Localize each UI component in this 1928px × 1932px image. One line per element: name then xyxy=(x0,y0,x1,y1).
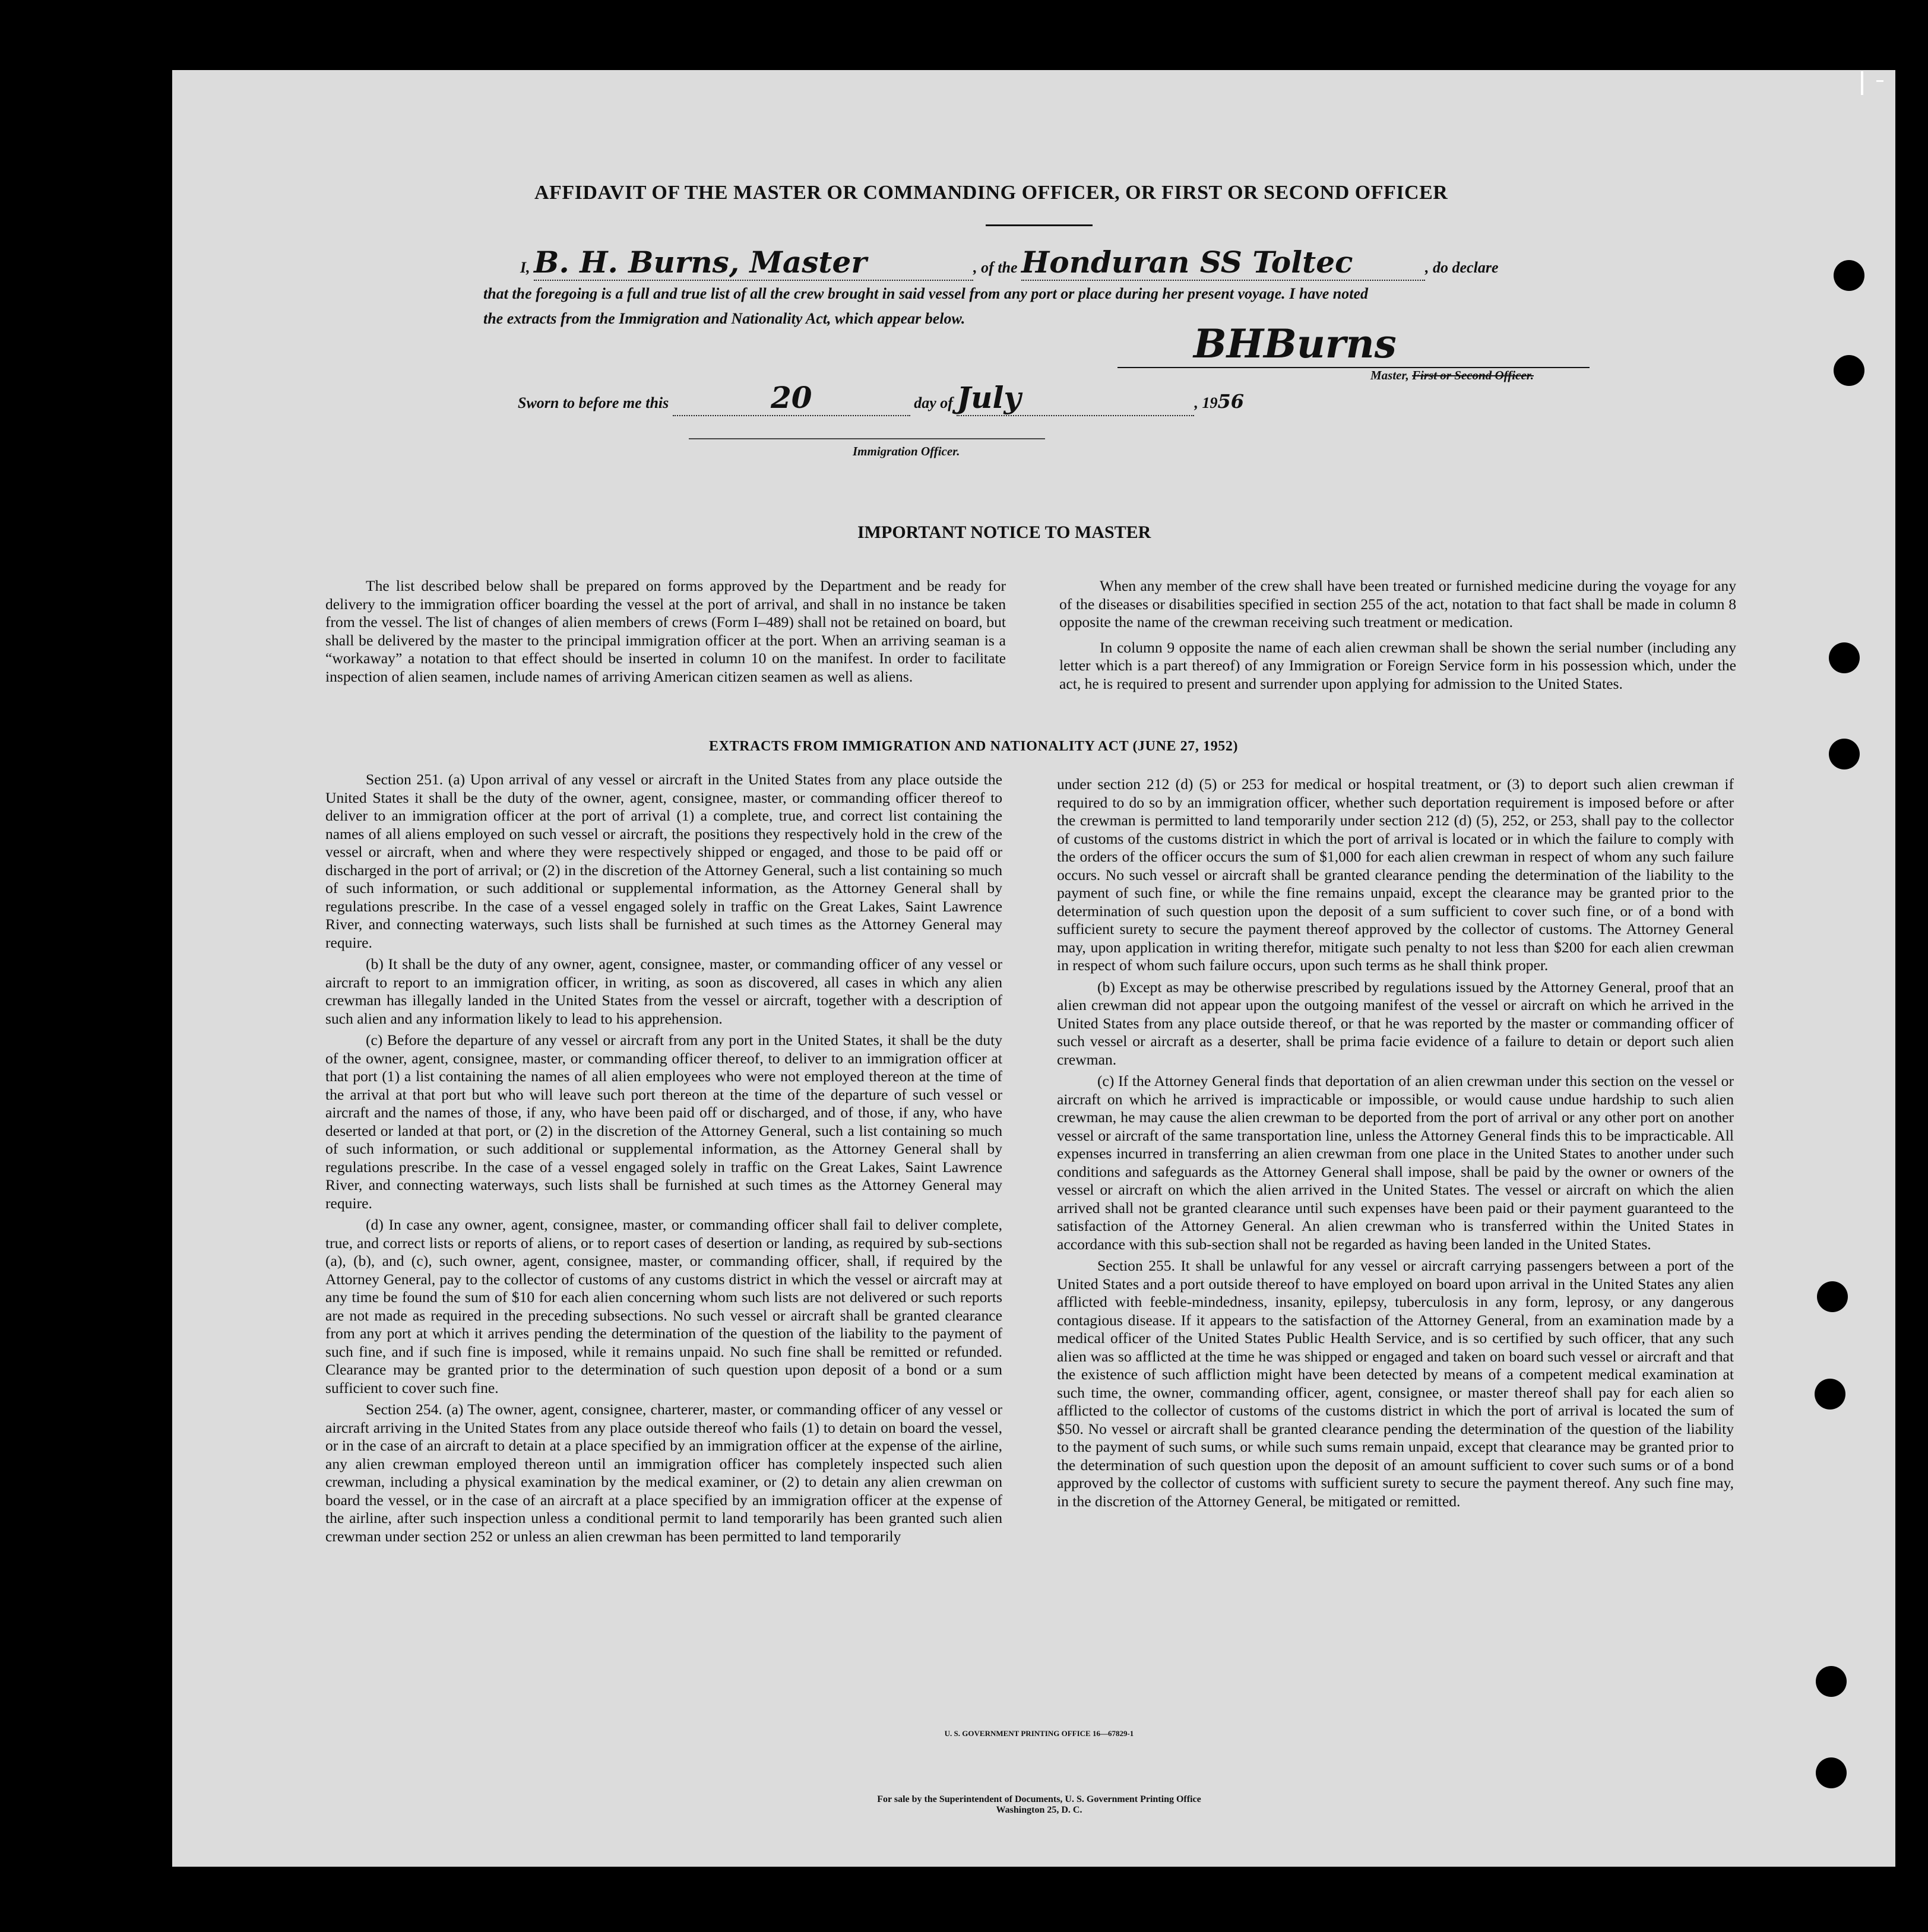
signature-caption: Master, First or Second Officer. xyxy=(1370,368,1534,382)
binder-hole xyxy=(1829,739,1860,769)
sale-notice-line-2: Washington 25, D. C. xyxy=(996,1805,1082,1815)
scan-mark xyxy=(1861,71,1863,95)
scan-mark xyxy=(1876,80,1883,82)
act-paragraph: Section 254. (a) The owner, agent, consignee, charterer, master, or commanding officer of any vessel or aircraft arriving in the United States from any place outside thereof who fails (1) to detain on board the vessel, or in the case of an aircraft to detain at a place specified by an immigration officer at the expense of the airline, any alien crewman employed thereon until an immigration officer has completely inspected such alien crewman, including a physical examination by the medical examiner, or (2) to detain any alien crewman on board the vessel, or in the case of an aircraft at a place specified by an immigration officer at the expense of the airline, after such inspection unless a conditional permit to land temporarily has been granted such alien crewman under section 252 or unless an alien crewman has been permitted to land temporarily xyxy=(325,1401,1002,1545)
extracts-right-column xyxy=(1057,775,1734,1510)
notice-right-column xyxy=(1059,577,1736,693)
act-paragraph: Section 251. (a) Upon arrival of any vessel or aircraft in the United States from any place outside the United States it shall be the duty of the owner, agent, consignee, master, or commanding officer thereof to deliver to an immigration officer at the port of arrival (1) a complete, true, and correct list containing the names of all aliens employed on such vessel or aircraft, the positions they respectively hold in the crew of the vessel or aircraft, when and where they were respectively shipped or engaged, and those to be paid off or discharged in the port of arrival; or (2) in the discretion of the Attorney General, such a list containing so much of such information, or such additional or supplemental information, as the Attorney General shall by regulations prescribe. In the case of a vessel engaged solely in traffic on the Great Lakes, Saint Lawrence River, and connecting waterways, such lists shall be furnished at such times as the Attorney General may require. xyxy=(325,771,1002,951)
notice-paragraph: In column 9 opposite the name of each alien crewman shall be shown the serial number (including any letter which is a part thereof) of any Immigration or Foreign Service form in his possession which, under the act, he is required to present and surrender upon applying for admission to the United States. xyxy=(1059,638,1736,692)
sworn-day-field: 20 xyxy=(673,380,910,416)
binder-hole xyxy=(1816,1666,1847,1697)
affidavit-title: AFFIDAVIT OF THE MASTER OR COMMANDING OFFICER, OR FIRST OR SECOND OFFICER xyxy=(534,182,1448,204)
binder-hole xyxy=(1834,260,1864,291)
struck-officer-title: First or Second Officer. xyxy=(1412,368,1534,382)
sale-notice xyxy=(742,1794,1336,1816)
act-paragraph: (b) It shall be the duty of any owner, agent, consignee, master, or commanding officer of any vessel or aircraft to report to an immigration officer, in writing, as soon as discovered, all cases in which any alien crewman has illegally landed in the United States from the vessel or aircraft, together with a description of such alien and any information likely to lead to his apprehension. xyxy=(325,955,1002,1027)
master-name-field: B. H. Burns, Master xyxy=(534,245,973,281)
officer-caption: Immigration Officer. xyxy=(853,444,960,458)
printing-office-imprint: U. S. GOVERNMENT PRINTING OFFICE 16—67829-1 xyxy=(944,1729,1134,1738)
binder-hole xyxy=(1834,355,1864,386)
declaration-line-2: that the foregoing is a full and true list of all the crew brought in said vessel from any port or place during her present voyage. I have noted xyxy=(483,285,1369,302)
notice-paragraph: When any member of the crew shall have been treated or furnished medicine during the voyage for any of the diseases or disabilities specified in section 255 of the act, notation to that fact shall be made in column 8 opposite the name of the crewman receiving such treatment or medication. xyxy=(1059,577,1736,631)
sworn-month-field: July xyxy=(957,380,1194,416)
act-paragraph: (b) Except as may be otherwise prescribed by regulations issued by the Attorney General, proof that an alien crewman did not appear upon the outgoing manifest of the vessel or aircraft on which he arrived in the United States from any place outside thereof, or that he was reported by the master or commanding officer of such vessel or aircraft as a deserter, shall be prima facie evidence of a failure to detain or deport such alien crewman. xyxy=(1057,978,1734,1068)
binder-hole xyxy=(1829,642,1860,673)
binder-hole xyxy=(1817,1281,1848,1312)
notice-paragraph: The list described below shall be prepared on forms approved by the Department and be ready for delivery to the immigration officer boarding the vessel at the port of arrival, and shall in no instance be taken from the vessel. The list of changes of alien members of crews (Form I–489) shall not be retained on board, but shall be delivered by the master to the principal immigration officer at the port. When an arriving seaman is a “workaway” a notation to that effect should be inserted in column 10 on the manifest. In order to facilitate inspection of alien seamen, include names of arriving American citizen seamen as well as aliens. xyxy=(325,577,1006,685)
title-underline xyxy=(986,224,1093,226)
sworn-line: Sworn to before me this 20 day of July , 1956 xyxy=(518,380,1244,415)
officer-signature-line xyxy=(689,438,1045,439)
act-paragraph: under section 212 (d) (5) or 253 for medical or hospital treatment, or (3) to deport such alien crewman if required to do so by an immigration officer, whether such deportation requirement is imposed before or after the crewman is permitted to land temporarily under section 212 (d) (5), 252, or 253, shall pay to the collector of customs of the customs district in which the port of arrival is located or in which the failure to comply with the orders of the officer occurs the sum of $1,000 for each alien crewman in respect of whom any such failure occurs. No such vessel or aircraft shall be granted clearance pending the determination of the liability to the payment of such fine, or while the fine remains unpaid, except the clearance may be granted prior to the determination of such question upon the deposit of a sum sufficient to cover such fine, or of a bond with sufficient surety to secure the payment thereof approved by the collector of customs. The Attorney General may, upon application in writing therefor, mitigate such penalty to not less than $200 for each alien crewman in respect of whom such failure occurs, upon such terms as he shall think proper. xyxy=(1057,775,1734,974)
binder-hole xyxy=(1815,1379,1845,1410)
act-paragraph: (c) Before the departure of any vessel or aircraft from any port in the United States, it shall be the duty of the owner, agent, consignee, master, or commanding officer thereof, to deliver to an immigration officer at that port (1) a list containing the names of all alien employees who were not employed thereon at the time of the arrival at that port but who will leave such port thereon at the time of the departure of such vessel or aircraft and the names of those, if any, who have been paid off or discharged, and of those, if any, who have deserted or landed at that port, or (2) in the discretion of the Attorney General, such a list containing so much of such information, or such additional or supplemental information, as the Attorney General shall by regulations prescribe. In the case of a vessel engaged solely in traffic on the Great Lakes, Saint Lawrence River, and connecting waterways, such lists shall be furnished at such times as the Attorney General may require. xyxy=(325,1031,1002,1212)
declaration-line-3: the extracts from the Immigration and Nationality Act, which appear below. xyxy=(483,310,965,327)
act-paragraph: (c) If the Attorney General finds that deportation of an alien crewman under this section on the vessel or aircraft on which he arrived is impracticable or impossible, or would cause undue hardship to such alien crewman, he may cause the alien crewman to be deported from the port of arrival or any other port on another vessel or aircraft of the same transportation line, unless the Attorney General finds this to be impracticable. All expenses incurred in transferring an alien crewman from one place in the United States to another under such conditions and safeguards as the Attorney General shall impose, shall be paid by the owner or owners of the vessel or aircraft on which the alien arrived in the United States. The vessel or aircraft on which the alien arrived shall not be granted clearance until such expenses have been paid or their payment guaranteed to the satisfaction of the Attorney General. An alien crewman who is transferred within the United States in accordance with this sub-section shall not be regarded as having been landed in the United States. xyxy=(1057,1072,1734,1253)
act-paragraph: (d) In case any owner, agent, consignee, master, or commanding officer shall fail to deliver complete, true, and correct lists or reports of aliens, or to report cases of desertion or landing, as required by sub-sections (a), (b), and (c), such owner, agent, consignee, master, or commanding officer, shall, if required by the Attorney General, pay to the collector of customs of any customs district in which the vessel or aircraft may at any time be found the sum of $10 for each alien concerning whom such lists are not delivered or such reports are not made as required in the preceding subsections. No such vessel or aircraft shall be granted clearance from any port at which it arrives pending the determination of the question of the liability to the payment of such fine, and if such fine is imposed, while it remains unpaid. No such fine shall be remitted or refunded. Clearance may be granted prior to the determination of such question upon deposit of a bond or a sum sufficient to cover such fine. xyxy=(325,1216,1002,1396)
sworn-year-field: 56 xyxy=(1217,390,1244,413)
vessel-name-field: Honduran SS Toltec xyxy=(1021,245,1425,281)
notice-heading: IMPORTANT NOTICE TO MASTER xyxy=(857,522,1151,542)
extracts-heading: EXTRACTS FROM IMMIGRATION AND NATIONALITY ACT (JUNE 27, 1952) xyxy=(709,739,1239,754)
declaration-line-1: I, B. H. Burns, Master , of the Honduran SS Toltec , do declare xyxy=(520,245,1499,280)
master-signature: BHBurns xyxy=(1193,321,1397,367)
binder-hole xyxy=(1816,1757,1847,1788)
act-paragraph: Section 255. It shall be unlawful for any vessel or aircraft carrying passengers between a port of the United States and a port outside thereof to have employed on board upon arrival in the United States any alien afflicted with feeble-mindedness, insanity, epilepsy, tuberculosis in any form, leprosy, or any dangerous contagious disease. If it appears to the satisfaction of the Attorney General, from an examination made by a medical officer of the United States Public Health Service, and is so certified by such officer, that any such alien was so afflicted at the time he was shipped or engaged and taken on board such vessel or aircraft and that the existence of such affliction might have been detected by means of a competent medical examination at such time, the owner, commanding officer, agent, consignee, or master thereof shall pay for each alien so afflicted to the collector of customs of the customs district in which the port of arrival is located the sum of $50. No vessel or aircraft shall be granted clearance pending the determination of the question of the liability to the payment of such sums, or while such sums remain unpaid, except that clearance may be granted prior to the determination of such question upon the deposit of an amount sufficient to cover such sums or of a bond approved by the collector of customs with sufficient surety to secure the payment thereof. Any such fine may, in the discretion of the Attorney General, be mitigated or remitted. xyxy=(1057,1257,1734,1510)
sale-notice-line-1: For sale by the Superintendent of Documents, U. S. Government Printing Office xyxy=(877,1794,1201,1804)
extracts-left-column xyxy=(325,771,1002,1545)
notice-left-column xyxy=(325,577,1006,686)
